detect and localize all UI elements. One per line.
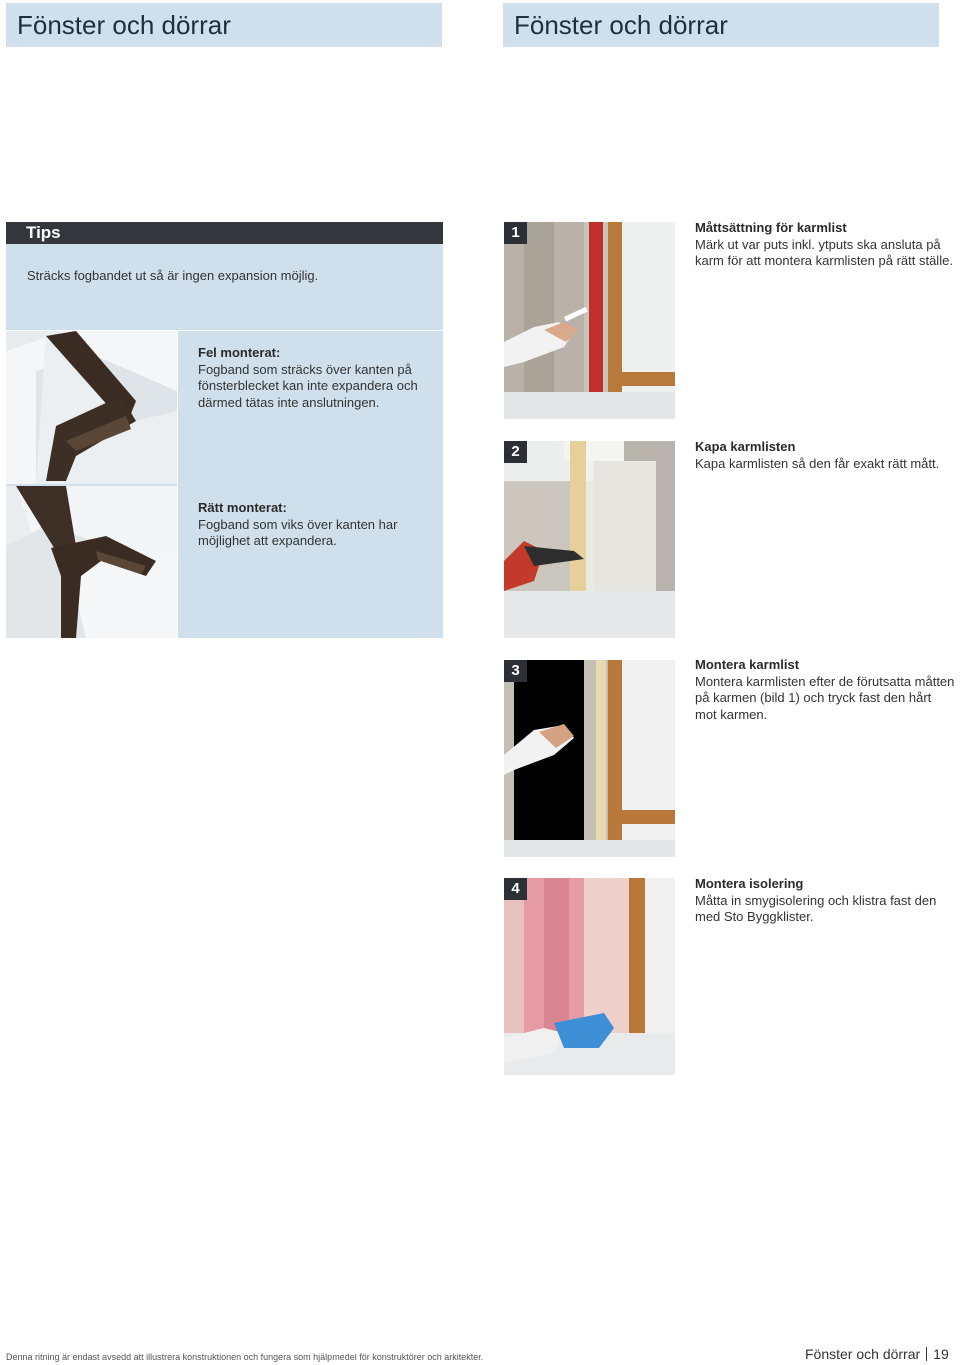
- step-4-image: [504, 878, 675, 1075]
- wrong-text: Fogband som sträcks över kanten på fönsterblecket kan inte expandera och därmed tätas inte anslutningen.: [198, 361, 418, 410]
- footer-section: Fönster och dörrar: [805, 1346, 921, 1362]
- step-2-title: Kapa karmlisten: [695, 439, 796, 454]
- page-number: 19: [933, 1346, 949, 1362]
- wrong-mounted-image: [6, 331, 177, 484]
- step-3-title: Montera karmlist: [695, 657, 800, 672]
- wrong-block: [198, 345, 433, 411]
- page-header-right: [503, 3, 939, 47]
- step-1-photo: [504, 222, 675, 419]
- right-block: [198, 500, 433, 550]
- tips-label: Tips: [26, 223, 61, 242]
- right-mounted-photo: [6, 486, 177, 638]
- right-title: Rätt monterat:: [198, 500, 287, 515]
- header-title: Fönster och dörrar: [514, 10, 728, 40]
- step-4-photo: [504, 878, 675, 1075]
- step-4-block: [695, 876, 955, 926]
- wrong-mounted-photo: [6, 331, 177, 484]
- step-3-text: Montera karmlisten efter de förutsatta måtten på karmen (bild 1) och tryck fast den hårt mot karmen.: [695, 673, 955, 722]
- right-text: Fogband som viks över kanten har möjlighet att expandera.: [198, 516, 398, 548]
- step-4-text: Måtta in smygisolering och klistra fast den med Sto Byggklister.: [695, 892, 937, 924]
- footer-page: [805, 1346, 955, 1362]
- step-1-block: [695, 220, 955, 270]
- step-3-photo: [504, 660, 675, 857]
- header-title: Fönster och dörrar: [17, 10, 231, 40]
- step-2-image: [504, 441, 675, 638]
- step-4-title: Montera isolering: [695, 876, 804, 891]
- step-3-number: 3: [504, 660, 527, 682]
- footer-disclaimer: Denna ritning är endast avsedd att illustrera konstruktionen och fungera som hjälpmedel för konstruktörer och arkitekter.: [6, 1352, 484, 1362]
- step-1-image: [504, 222, 675, 419]
- step-1-text: Märk ut var puts inkl. ytputs ska ansluta på karm för att montera karmlisten på rätt ställe.: [695, 236, 953, 268]
- footer-separator: [926, 1347, 927, 1361]
- right-mounted-image: [6, 486, 177, 638]
- tips-text: Sträcks fogbandet ut så är ingen expansion möjlig.: [27, 268, 319, 283]
- step-2-block: [695, 439, 955, 472]
- step-1-title: Måttsättning för karmlist: [695, 220, 847, 235]
- step-3-block: [695, 657, 955, 723]
- step-2-text: Kapa karmlisten så den får exakt rätt mått.: [695, 455, 940, 471]
- step-4-number: 4: [504, 878, 527, 900]
- page-header-left: [6, 3, 442, 47]
- panel-vertical-divider: [177, 331, 178, 638]
- wrong-title: Fel monterat:: [198, 345, 281, 360]
- step-1-number: 1: [504, 222, 527, 244]
- tips-bar: [6, 222, 443, 244]
- step-2-number: 2: [504, 441, 527, 463]
- step-2-photo: [504, 441, 675, 638]
- tips-panel: [6, 222, 443, 638]
- step-3-image: [504, 660, 675, 857]
